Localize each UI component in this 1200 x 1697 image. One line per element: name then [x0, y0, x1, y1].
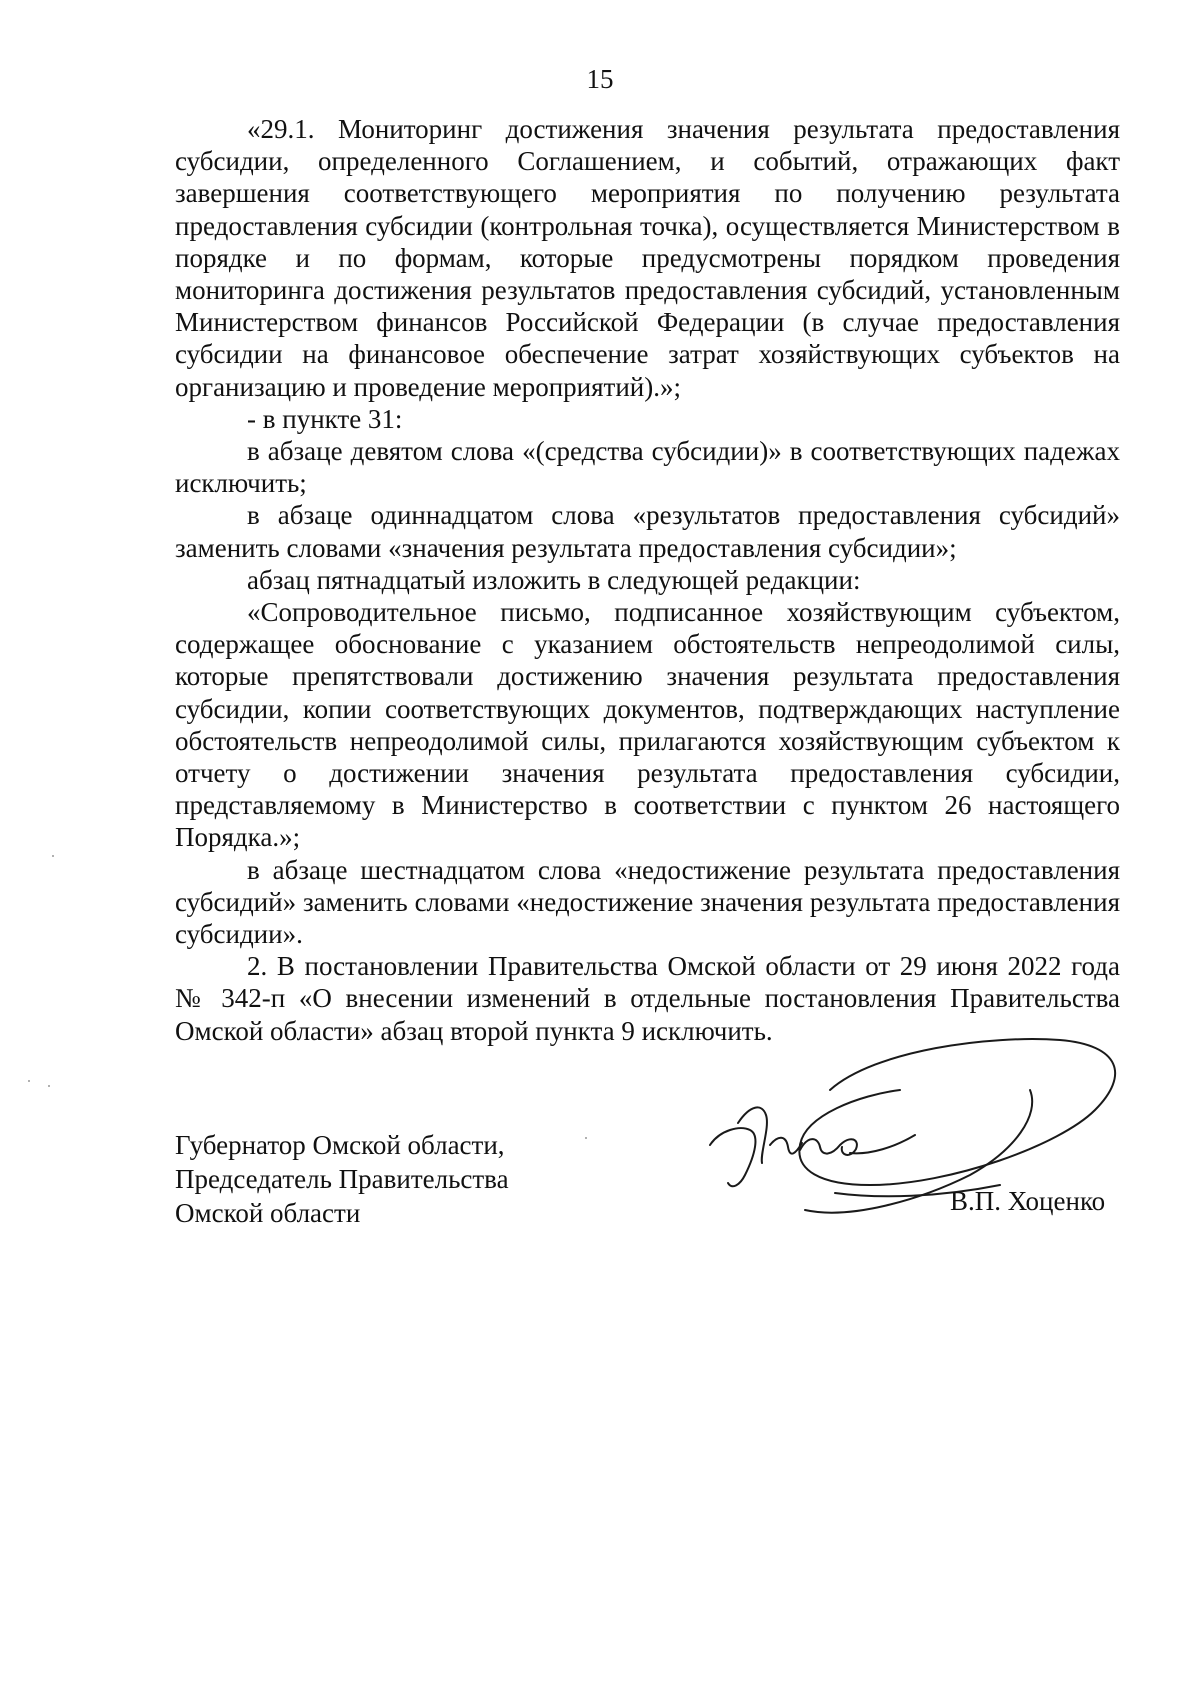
paragraph-abzac-16: в абзаце шестнадцатом слова «недостижение результата предоставления субсидий» заменить словами «недостижение значения результата предоставления субсидии». — [175, 854, 1120, 950]
signatory-title — [175, 1128, 509, 1230]
paragraph-29-1: «29.1. Мониторинг достижения значения результата предоставления субсидии, определенного Соглашением, и событий, отражающих факт завершения соответствующего мероприятия по получению результата предоставления субсидии (контрольная точка), осуществляется Министерством в порядке и по формам, которые предусмотрены порядком проведения мониторинга достижения результатов предоставления субсидий, установленным Министерством финансов Российской Федерации (в случае предоставления субсидии на финансовое обеспечение затрат хозяйствующих субъектов на организацию и проведение мероприятий).»; — [175, 114, 1120, 402]
scan-speck — [28, 1080, 30, 1082]
paragraph-abzac-9: в абзаце девятом слова «(средства субсидии)» в соответствующих падежах исключить; — [175, 436, 1120, 499]
scan-speck — [52, 855, 54, 857]
paragraph-item-2: 2. В постановлении Правительства Омской области от 29 июня 2022 года № 342-п «О внесении изменений в отдельные постановления Правительства Омской области» абзац второй пункта 9 исключить. — [175, 951, 1120, 1046]
signatory-title-line: Председатель Правительства — [175, 1164, 509, 1194]
paragraph-abzac-15-text: «Сопроводительное письмо, подписанное хозяйствующим субъектом, содержащее обоснование с указанием обстоятельств непреодолимой силы, которые препятствовали достижению значения результата предоставления субсидии, копии соответствующих документов, подтверждающих наступление обстоятельств непреодолимой силы, прилагаются хозяйствующим субъектом к отчету о достижении значения результата предоставления субсидии, представляемому в Министерство в соответствии с пунктом 26 настоящего Порядка.»; — [175, 597, 1120, 853]
scan-speck — [48, 1085, 50, 1087]
signatory-title-line: Губернатор Омской области, — [175, 1130, 505, 1160]
paragraph-item-31: - в пункте 31: — [247, 403, 403, 434]
scan-speck — [585, 1137, 587, 1139]
document-body — [175, 113, 1120, 1047]
paragraph-abzac-11: в абзаце одиннадцатом слова «результатов предоставления субсидий» заменить словами «значения результата предоставления субсидии»; — [175, 500, 1120, 563]
handwritten-signature — [700, 1035, 1140, 1265]
signatory-title-line: Омской области — [175, 1198, 361, 1228]
paragraph-abzac-15-intro: абзац пятнадцатый изложить в следующей редакции: — [247, 564, 861, 595]
signatory-name: В.П. Хоценко — [950, 1186, 1106, 1216]
page-number: 15 — [586, 64, 614, 94]
